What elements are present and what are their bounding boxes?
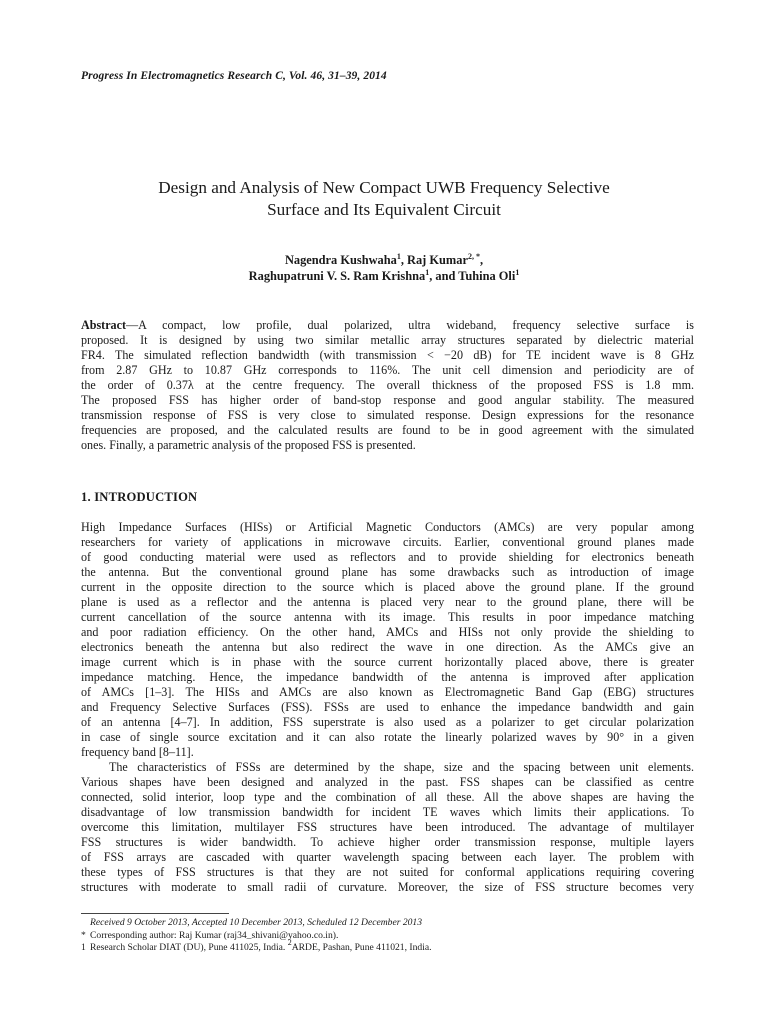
abstract-label: Abstract xyxy=(81,318,127,332)
affiliation-mark: 2, * xyxy=(467,252,480,261)
footnotes xyxy=(81,917,694,955)
abstract xyxy=(81,318,694,453)
affiliation-note: 1 Research Scholar DIAT (DU), Pune 411025, India. $^2$ARDE, Pashan, Pune 411021, India. xyxy=(81,938,432,953)
abstract-line: proposed. It is designed by using two similar metallic array structures separated by dielectric material xyxy=(81,333,694,347)
footnote-mark: 2 xyxy=(287,938,292,947)
body-line: of good conducting material were used as reflectors and to provide shielding for electronics beneath xyxy=(81,550,694,564)
abstract-line: ones. Finally, a parametric analysis of the proposed FSS is presented. xyxy=(81,438,416,452)
body-line: FSS structures is wider bandwidth. To achieve higher order transmission response, multiple layers xyxy=(81,835,694,849)
body-line: the antenna. But the conventional ground plane has some drawbacks such as introduction of image xyxy=(81,565,694,579)
body-line: and Frequency Selective Surfaces (FSS). FSSs are used to enhance the impedance bandwidth and gain xyxy=(81,700,694,714)
footnote-divider xyxy=(81,913,229,914)
footnote-mark: 1 xyxy=(81,942,86,953)
body-line: Various shapes have been designed and analyzed in the past. FSS shapes can be classified as centre xyxy=(81,775,694,789)
body-line: overcome this limitation, multilayer FSS structures have been introduced. The advantage of multilayer xyxy=(81,820,694,834)
body-line: current in the opposite direction to the source which is placed above the ground plane. If the ground xyxy=(81,580,694,594)
author-name: Raghupatruni V. S. Ram Krishna xyxy=(248,269,426,283)
abstract-line: from 2.87 GHz to 10.87 GHz corresponds to 116%. The unit cell dimension and periodicity are of xyxy=(81,363,694,377)
abstract-line: The proposed FSS has higher order of band-stop response and good angular stability. The measured xyxy=(81,393,694,407)
author-line: Nagendra Kushwaha$^1$, Raj Kumar$^{2, *}$, xyxy=(284,252,484,267)
footnote-mark: * xyxy=(81,929,86,941)
received-dates: Received 9 October 2013, Accepted 10 December 2013, Scheduled 12 December 2013 xyxy=(90,917,423,928)
body-line: frequency band [8–11]. xyxy=(81,745,194,759)
body-line: image current which is in phase with the source current horizontally placed above, there is greater xyxy=(81,655,694,669)
abstract-line: transmission response of FSS is very close to simulated response. Design expressions for the resonance xyxy=(81,408,694,422)
author-name: Nagendra Kushwaha xyxy=(284,253,397,267)
body-line: in case of single source excitation and it can also rotate the linearly polarized waves by 90° in a given xyxy=(81,730,694,744)
abstract-line: frequencies are proposed, and the calculated results are found to be in good agreement with the simulated xyxy=(81,423,694,437)
title-line: Design and Analysis of New Compact UWB Frequency Selective xyxy=(158,178,610,197)
body-line: impedance matching. Hence, the impedance bandwidth of the antenna is improved after application xyxy=(81,670,694,684)
introduction-body xyxy=(81,520,694,895)
abstract-line: the order of 0.37λ at the centre frequency. The overall thickness of the proposed FSS is 1.8 mm. xyxy=(81,378,694,392)
title-line: Surface and Its Equivalent Circuit xyxy=(267,200,501,219)
author-conjunction: , and xyxy=(429,269,456,283)
abstract-line: FR4. The simulated reflection bandwidth (with transmission < −20 dB) for TE incident wave is 8 GHz xyxy=(81,348,694,362)
body-line: High Impedance Surfaces (HISs) or Artificial Magnetic Conductors (AMCs) are very popular among xyxy=(81,520,694,534)
body-line: current cancellation of the source antenna with its image. This results in poor impedance matching xyxy=(81,610,694,624)
abstract-line: Abstract—A compact, low profile, dual polarized, ultra wideband, frequency selective surface is xyxy=(81,318,694,332)
affiliation-mark: 1 xyxy=(425,268,430,277)
affiliation-mark: 1 xyxy=(396,252,401,261)
body-line: of FSS arrays are cascaded with quarter wavelength spacing between each layer. The problem with xyxy=(81,850,694,864)
body-line: electronics beneath the antenna but also redirect the wave in one direction. As the AMCs give an xyxy=(81,640,694,654)
body-line: and poor radiation efficiency. On the other hand, AMCs and HISs not only provide the shielding to xyxy=(81,625,694,639)
paper-title xyxy=(60,177,708,221)
author-line xyxy=(60,268,708,284)
affiliation-mark: 1 xyxy=(515,268,520,277)
body-line: structures with moderate to small radii of curvature. Moreover, the size of FSS structure becomes very xyxy=(81,880,694,894)
corresponding-author-note: * Corresponding author: Raj Kumar (raj34_shivani@yahoo.co.in). xyxy=(81,929,339,941)
body-line: of an antenna [4–7]. In addition, FSS superstrate is also used as a polarizer to get circular polarization xyxy=(81,715,694,729)
body-line: connected, solid interior, loop type and the combination of all these. All the above shapes are having the xyxy=(81,790,694,804)
journal-header: Progress In Electromagnetics Research C, Vol. 46, 31–39, 2014 xyxy=(81,70,387,82)
body-line: of AMCs [1–3]. The HISs and AMCs are also known as Electromagnetic Band Gap (EBG) structures xyxy=(81,685,694,699)
section-heading: 1. INTRODUCTION xyxy=(81,490,198,504)
author-name: Raj Kumar xyxy=(407,253,468,267)
body-line: disadvantage of low transmission bandwidth for incident TE waves which limits their applications. To xyxy=(81,805,694,819)
body-line: The characteristics of FSSs are determined by the shape, size and the spacing between unit elements. xyxy=(109,760,694,774)
body-line: plane is used as a reflector and the antenna is placed very near to the ground plane, there will be xyxy=(81,595,694,609)
body-line: these types of FSS structures is that they are not suited for conformal applications requiring covering xyxy=(81,865,694,879)
body-line: researchers for variety of applications in microwave circuits. Earlier, conventional ground planes made xyxy=(81,535,694,549)
author-name: Tuhina Oli xyxy=(458,269,516,283)
author-list xyxy=(60,252,708,284)
